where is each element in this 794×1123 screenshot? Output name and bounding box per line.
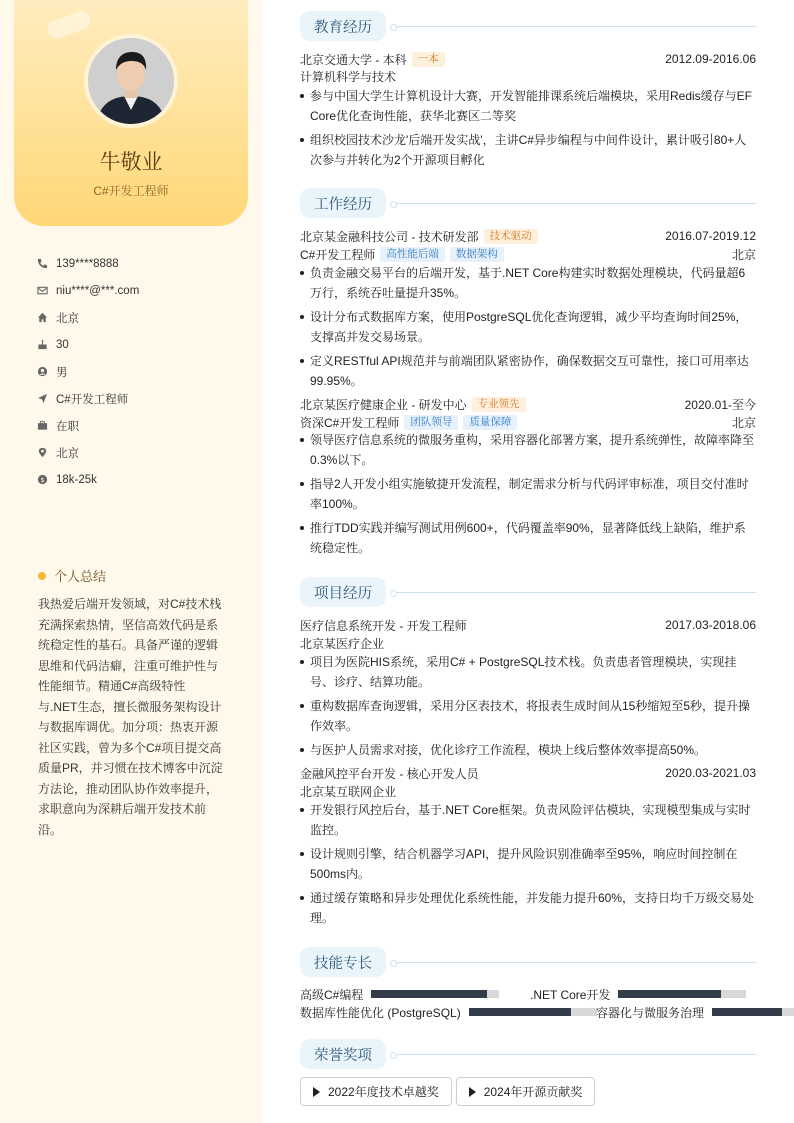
- age-text: 30: [56, 338, 69, 351]
- summary-dot-icon: [38, 572, 46, 580]
- gender-text: 男: [56, 366, 68, 379]
- svg-text:$: $: [40, 475, 45, 484]
- info-email: [37, 277, 247, 304]
- work-1-header-row: [300, 395, 756, 413]
- work-0-company: 北京某金融科技公司 - 技术研发部: [300, 229, 479, 244]
- skill-bar: [469, 1008, 597, 1016]
- skill-bar: [618, 990, 746, 998]
- home-icon: [37, 312, 48, 323]
- skill-name: 数据库性能优化 (PostgreSQL): [300, 1005, 461, 1020]
- work-1-skill-tag: 质量保障: [463, 415, 517, 430]
- phone-icon: [37, 258, 48, 269]
- info-job-intent: [37, 385, 247, 412]
- list-item: 重构数据库查询逻辑，采用分区表技术，将报表生成时间从15秒缩短至5秒，提升操作效率。: [300, 696, 756, 736]
- award-text: 2022年度技术卓越奖: [328, 1085, 439, 1099]
- contact-info-list: [37, 250, 247, 493]
- section-work-heading: [300, 188, 756, 218]
- education-bullets: [300, 86, 756, 174]
- list-item: 推行TDD实践并编写测试用例600+，代码覆盖率90%，显著降低线上缺陷，维护系统稳定性。: [300, 518, 756, 558]
- education-header-row: [300, 50, 756, 68]
- skill-bar: [371, 990, 499, 998]
- work-0-city: 北京: [731, 247, 756, 262]
- sidebar: [0, 0, 262, 1123]
- skill-item: [300, 1004, 597, 1020]
- email-text: niu****@***.com: [56, 284, 140, 297]
- summary-title-text: 个人总结: [54, 569, 107, 584]
- skill-item: [530, 986, 746, 1002]
- skill-bar: [712, 1008, 794, 1016]
- work-0-tag: 技术驱动: [484, 229, 538, 244]
- project-1-bullets: [300, 800, 756, 932]
- award-text: 2024年开源贡献奖: [483, 1085, 583, 1099]
- section-project-heading: [300, 577, 756, 607]
- work-0-title: C#开发工程师: [300, 247, 376, 262]
- work-1-title-row: [300, 413, 756, 431]
- list-item: 领导医疗信息系统的微服务重构，采用容器化部署方案，提升系统弹性，故障率降至0.3%以下。: [300, 430, 756, 470]
- summary-text: 我热爱后端开发领域，对C#技术栈充满探索热情，坚信高效代码是系统稳定性的基石。具备严谨的逻辑思维和代码洁癖，注重可维护性与性能细节。精通C#高级特性与.NET生态，擅长微服务架构设计与数据库调优。加分项：热衷开源社区实践，曾为多个C#项目提交高质量PR，并习惯在技术博客中沉淀方法论，推动团队协作效率提升，求职意向为深耕后端开发技术前沿。: [38, 597, 223, 837]
- skill-name: .NET Core开发: [530, 987, 611, 1002]
- decorative-shape: [45, 9, 93, 41]
- candidate-role: C#开发工程师: [93, 184, 169, 198]
- avatar-frame: [84, 34, 178, 128]
- salary-icon: [37, 474, 48, 485]
- phone-text: 139****8888: [56, 257, 119, 270]
- list-item: 与医护人员需求对接，优化诊疗工作流程，模块上线后整体效率提高50%。: [300, 740, 756, 760]
- project-0-date: 2017.03-2018.06: [665, 618, 756, 632]
- section-awards-title: 荣誉奖项: [300, 1039, 386, 1069]
- status-text: 在职: [56, 420, 79, 433]
- skill-item: [596, 1004, 794, 1020]
- award-item: [300, 1077, 452, 1106]
- skill-item: [300, 986, 499, 1002]
- education-tag: 一本: [412, 52, 445, 67]
- skill-fill: [618, 990, 720, 998]
- award-item: [456, 1077, 596, 1106]
- avatar: [88, 38, 174, 124]
- section-divider: [396, 1054, 756, 1055]
- section-divider: [396, 592, 756, 593]
- summary-heading: [38, 566, 106, 585]
- home-text: 北京: [56, 312, 79, 325]
- section-divider: [396, 26, 756, 27]
- work-0-bullets: [300, 263, 756, 395]
- info-home: [37, 304, 247, 331]
- info-location: [37, 439, 247, 466]
- project-0-org: 北京某医疗企业: [300, 636, 385, 651]
- play-icon: [469, 1087, 476, 1097]
- skill-fill: [712, 1008, 782, 1016]
- project-0-name: 医疗信息系统开发 - 开发工程师: [300, 618, 467, 633]
- work-1-bullets: [300, 430, 756, 562]
- section-divider: [396, 962, 756, 963]
- skill-name: 高级C#编程: [300, 987, 364, 1002]
- skill-name: 容器化与微服务治理: [596, 1005, 705, 1020]
- project-1-header-row: [300, 764, 756, 782]
- work-1-title: 资深C#开发工程师: [300, 415, 400, 430]
- work-0-skill-tag: 数据架构: [450, 247, 504, 262]
- work-1-date: 2020.01-至今: [684, 397, 756, 412]
- info-phone: [37, 250, 247, 277]
- info-age: [37, 331, 247, 358]
- list-item: 设计规则引擎，结合机器学习API，提升风险识别准确率至95%，响应时间控制在500ms内。: [300, 844, 756, 884]
- education-major-row: [300, 67, 756, 85]
- list-item: 开发银行风控后台，基于.NET Core框架。负责风险评估模块，实现模型集成与实时监控。: [300, 800, 756, 840]
- education-date: 2012.09-2016.06: [665, 52, 756, 66]
- education-school: 北京交通大学 - 本科: [300, 52, 407, 67]
- salary-text: 18k-25k: [56, 473, 97, 486]
- section-work-title: 工作经历: [300, 188, 386, 218]
- mail-icon: [37, 285, 48, 296]
- section-education-title: 教育经历: [300, 11, 386, 41]
- info-salary: [37, 466, 247, 493]
- work-1-tag: 专业领先: [472, 397, 526, 412]
- project-1-org: 北京某互联网企业: [300, 784, 397, 799]
- send-icon: [37, 393, 48, 404]
- cake-icon: [37, 339, 48, 350]
- info-status: [37, 412, 247, 439]
- section-awards-heading: [300, 1039, 756, 1069]
- location-icon: [37, 447, 48, 458]
- list-item: 定义RESTful API规范并与前端团队紧密协作，确保数据交互可靠性，接口可用率达99.95%。: [300, 351, 756, 391]
- work-0-header-row: [300, 227, 756, 245]
- gender-icon: [37, 366, 48, 377]
- section-education-heading: [300, 11, 756, 41]
- job-intent-text: C#开发工程师: [56, 393, 129, 406]
- section-skills-title: 技能专长: [300, 947, 386, 977]
- section-project-title: 项目经历: [300, 577, 386, 607]
- list-item: 负责金融交易平台的后端开发，基于.NET Core构建实时数据处理模块，代码量超6万行，系统吞吐量提升35%。: [300, 263, 756, 303]
- awards-list: [300, 1077, 599, 1106]
- work-1-city: 北京: [731, 415, 756, 430]
- info-gender: [37, 358, 247, 385]
- list-item: 通过缓存策略和异步处理优化系统性能，并发能力提升60%，支持日均千万级交易处理。: [300, 888, 756, 928]
- section-skills-heading: [300, 947, 756, 977]
- candidate-name: 牛敬业: [99, 151, 163, 174]
- list-item: 组织校园技术沙龙'后端开发实战'，主讲C#异步编程与中间件设计，累计吸引80+人次参与并转化为2个开源项目孵化: [300, 130, 756, 170]
- project-0-org-row: [300, 634, 756, 652]
- project-0-bullets: [300, 652, 756, 764]
- work-0-date: 2016.07-2019.12: [665, 229, 756, 243]
- play-icon: [313, 1087, 320, 1097]
- work-1-company: 北京某医疗健康企业 - 研发中心: [300, 397, 467, 412]
- work-1-skill-tag: 团队领导: [404, 415, 458, 430]
- education-major: 计算机科学与技术: [300, 69, 397, 84]
- profile-header: [14, 0, 248, 226]
- project-1-date: 2020.03-2021.03: [665, 766, 756, 780]
- project-1-org-row: [300, 782, 756, 800]
- section-divider: [396, 203, 756, 204]
- project-0-header-row: [300, 616, 756, 634]
- work-0-title-row: [300, 245, 756, 263]
- list-item: 项目为医院HIS系统，采用C# + PostgreSQL技术栈。负责患者管理模块，实现挂号、诊疗、结算功能。: [300, 652, 756, 692]
- skill-fill: [371, 990, 486, 998]
- briefcase-icon: [37, 420, 48, 431]
- work-0-skill-tag: 高性能后端: [380, 247, 445, 262]
- list-item: 指导2人开发小组实施敏捷开发流程，制定需求分析与代码评审标准，项目交付准时率100%。: [300, 474, 756, 514]
- skill-fill: [469, 1008, 571, 1016]
- location-text: 北京: [56, 447, 79, 460]
- list-item: 参与中国大学生计算机设计大赛，开发智能排课系统后端模块，采用Redis缓存与EF Core优化查询性能，获华北赛区二等奖: [300, 86, 756, 126]
- project-1-name: 金融风控平台开发 - 核心开发人员: [300, 766, 479, 781]
- list-item: 设计分布式数据库方案，使用PostgreSQL优化查询逻辑，减少平均查询时间25%，支撑高并发交易场景。: [300, 307, 756, 347]
